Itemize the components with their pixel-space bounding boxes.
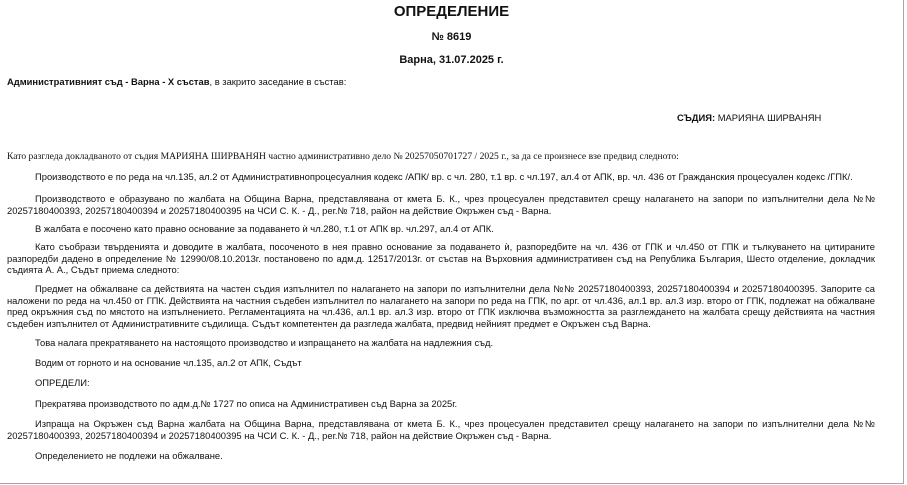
court-name: Административният съд - Варна - X състав — [7, 76, 210, 87]
court-line — [7, 76, 875, 88]
document-number: № 8619 — [431, 31, 472, 43]
document-title: ОПРЕДЕЛЕНИЕ — [393, 3, 510, 20]
ruling-heading: ОПРЕДЕЛИ: — [35, 377, 90, 388]
document-place-date: Варна, 31.07.2025 г. — [399, 54, 504, 66]
reasoning-paragraph: Производството е по реда на чл.135, ал.2 от Административнопроцесуалния кодекс /АПК/ вр. с чл. 280, т.1 вр. с чл.197, ал.4 от АПК, вр. чл. 436 от Гражданския процесуален кодекс /ГПК/. — [35, 171, 853, 182]
ruling-paragraph: Определението не подлежи на обжалване. — [35, 450, 223, 461]
reasoning-paragraph: Водим от горното и на основание чл.135, ал.2 от АПК, Съдът — [35, 357, 302, 368]
document-body — [7, 76, 875, 462]
ruling-paragraph: Прекратява производството по адм.д.№ 1727 по описа на Административен съд Варна за 2025г. — [35, 398, 458, 409]
reasoning-paragraph: Това налага прекратяването на настоящото производство и изпращането на жалбата на надлежния съд. — [35, 337, 494, 348]
judge-label: СЪДИЯ: — [677, 112, 716, 123]
reasoning-paragraph: В жалбата е посочено като правно основание за подаването ѝ чл.280, т.1 от АПК вр. чл.297, ал.4 от АПК. — [35, 223, 494, 234]
reasoning-paragraph: Като съобрази твърденията и доводите в жалбата, посоченото в нея правно основание за подаването ѝ, разпоредбите на чл. 436 от ГПК и чл.450 от ГПК и тълкуването на цитираните разпоредби дадено в определение № 12990/08.10.2013г. постановено по адм.д. 12517/2013г. от състав на Върховния административен съд на Република България, Шесто отделение, докладчик съдията А. А., Съдът приема следното: — [7, 241, 875, 275]
ruling-paragraph: Изпраща на Окръжен съд Варна жалбата на Община Варна, представлявана от кмета Б. К., чрез процесуален представител срещу налагането на запори по изпълнителни дела №№ 20257180400393, 20257180400394 и 20257180400395 на ЧСИ С. К. - Д., рег.№ 718, район на действие Окръжен съд - Варна. — [7, 418, 875, 441]
judge-name: МАРИЯНА ШИРВАНЯН — [717, 112, 822, 123]
reasoning-paragraph: Производството е образувано по жалбата на Община Варна, представлявана от кмета Б. К., чрез процесуален представител срещу налагането на запори по изпълнителни дела №№ 20257180400393, 20257180400394 и 20257180400395 на ЧСИ С. К. - Д., рег.№ 718, район на действие Окръжен съд - Варна. — [7, 193, 875, 216]
judge-line — [7, 112, 875, 124]
court-session: , в закрито заседание в състав: — [209, 76, 347, 87]
case-intro: Като разгледа докладваното от съдия МАРИЯНА ШИРВАНЯН частно административно дело № 20257050701727 / 2025 г., за да се произнесе взе предвид следното: — [7, 151, 679, 162]
reasoning-paragraph: Предмет на обжалване са действията на частен съдия изпълнител по налагането на запори по изпълнителни дела №№ 20257180400393, 20257180400394 и 20257180400395. Запорите са наложени по реда на чл.450 от ГПК. Действията на частния съдебен изпълнител по налагането на запори по реда на ГПК, по арг. от чл.436, ал.1 вр. ал.3 изр. второ от ГПК, подлежат на обжалване пред окръжния съд по мястото на изпълнението. Регламентацията на чл.436, ал.1 вр. ал.3 изр. второ от ГПК изключва възможността за разглеждането на жалбата срещу действията на частния съдебен изпълнител от Административните съдилища. Съдът компетентен да разгледа жалбата, предвид нейният предмет е Окръжен съд Варна. — [7, 283, 875, 329]
